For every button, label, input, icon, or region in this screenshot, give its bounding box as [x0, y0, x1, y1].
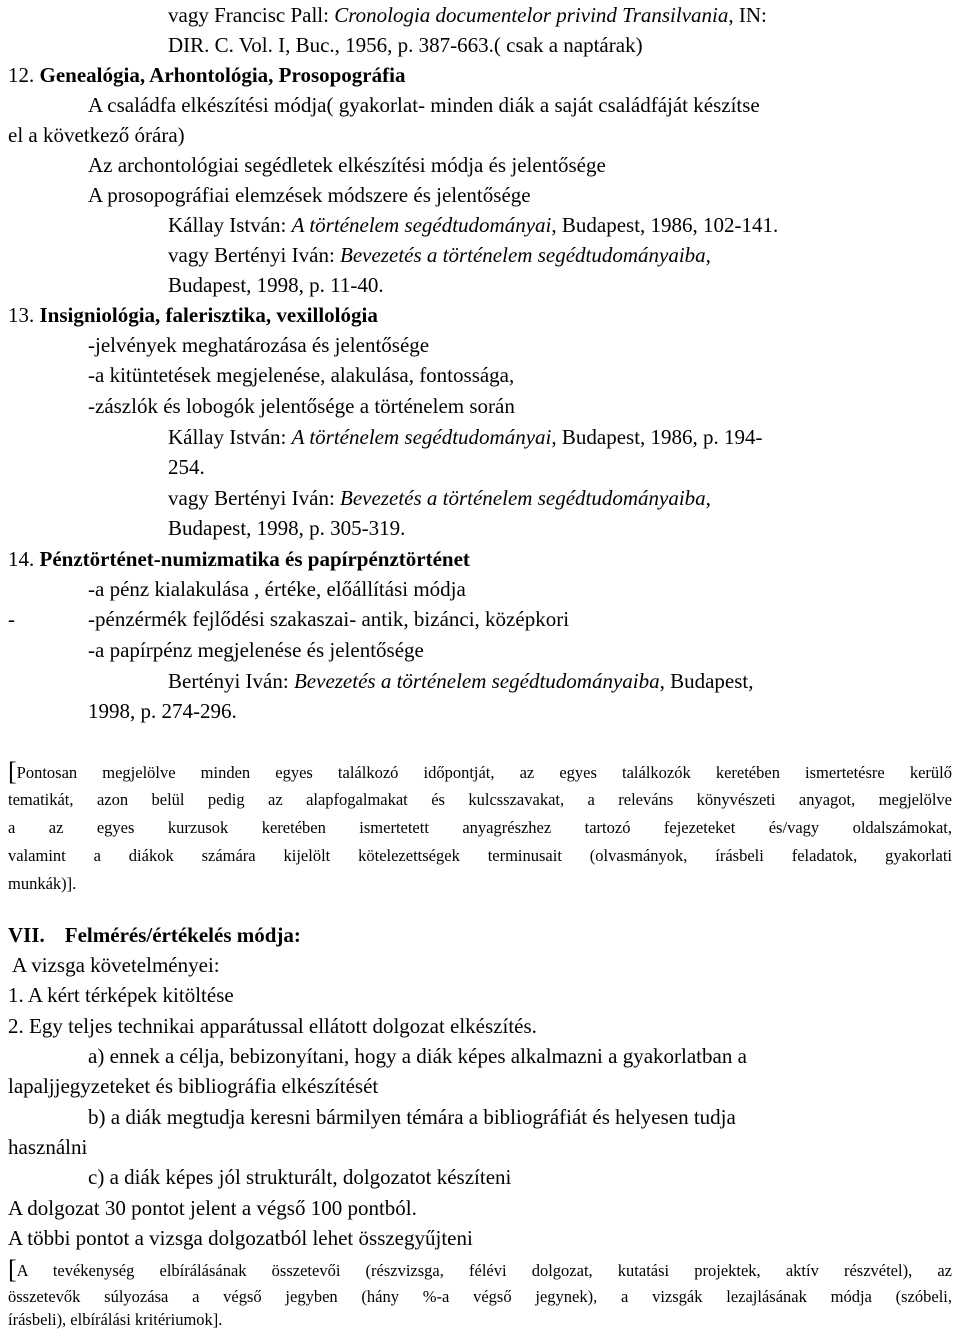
- text-line: A családfa elkészítési módja( gyakorlat- minden diák a saját családfáját készítse: [88, 93, 760, 117]
- note-line: [Pontosan megjelölve minden egyes találkozó időpontját, az egyes találkozók keretében ismertetésre kerülő: [8, 757, 952, 786]
- text-line: a) ennek a célja, bebizonyítani, hogy a diák képes alkalmazni a gyakorlatban a: [88, 1044, 747, 1068]
- reference-line: vagy Francisc Pall: Cronologia documentelor privind Transilvania, IN:: [168, 3, 767, 27]
- text-line: b) a diák megtudja keresni bármilyen témára a bibliográfiát és helyesen tudja: [88, 1105, 736, 1129]
- section-vii-heading: VII. Felmérés/értékelés módja:: [8, 923, 301, 947]
- text-line: lapaljjegyzeteket és bibliográfia elkészítését: [8, 1074, 379, 1098]
- note-line: [A tevékenység elbírálásának összetevői (részvizsga, félévi dolgozat, kutatási projektek, aktív részvétel), az: [8, 1255, 952, 1284]
- note-line: valamint a diákok számára kijelölt kötelezettségek terminusait (olvasmányok, írásbeli feladatok, gyakorlati: [8, 846, 952, 865]
- reference-line: 254.: [168, 455, 205, 479]
- section-14-heading: 14. Pénztörténet-numizmatika és papírpénztörténet: [8, 547, 470, 571]
- reference-line: Kállay István: A történelem segédtudományai, Budapest, 1986, 102-141.: [168, 213, 779, 237]
- text-line: A prosopográfiai elemzések módszere és jelentősége: [88, 183, 531, 207]
- text-line: -a pénz kialakulása , értéke, előállítási módja: [88, 577, 466, 601]
- section-12-heading: 12. Genealógia, Arhontológia, Prosopográfia: [8, 63, 406, 87]
- text-line: -a papírpénz megjelenése és jelentősége: [88, 638, 424, 662]
- note-line: összetevők súlyozása a végső jegyben (hány %-a végső jegynek), a vizsgák lezajlásának módja (szóbeli,: [8, 1287, 952, 1306]
- section-13-heading: 13. Insigniológia, falerisztika, vexillológia: [8, 303, 378, 327]
- text-line: c) a diák képes jól strukturált, dolgozatot készíteni: [88, 1165, 512, 1189]
- note-line: a az egyes kurzusok keretében ismertetett anyagrészhez tartozó fejezeteket és/vagy oldalszámokat,: [8, 818, 952, 837]
- reference-line: Budapest, 1998, p. 11-40.: [168, 273, 384, 297]
- reference-line: Kállay István: A történelem segédtudományai, Budapest, 1986, p. 194-: [168, 425, 763, 449]
- reference-line: vagy Bertényi Iván: Bevezetés a történelem segédtudományaiba,: [168, 243, 711, 267]
- text-line: A többi pontot a vizsga dolgozatból lehet összegyűjteni: [8, 1226, 473, 1250]
- reference-line: vagy Bertényi Iván: Bevezetés a történelem segédtudományaiba,: [168, 486, 711, 510]
- reference-line: Budapest, 1998, p. 305-319.: [168, 516, 406, 540]
- text-line: -zászlók és lobogók jelentősége a történelem során: [88, 394, 515, 418]
- text-line: -jelvények meghatározása és jelentősége: [88, 333, 430, 357]
- text-line: A vizsga követelményei:: [12, 953, 220, 977]
- list-dash: -: [8, 607, 15, 631]
- text-line: -a kitüntetések megjelenése, alakulása, fontossága,: [88, 363, 515, 387]
- text-line: -pénzérmék fejlődési szakaszai- antik, bizánci, középkori: [88, 607, 570, 631]
- text-line: 1. A kért térképek kitöltése: [8, 983, 234, 1007]
- reference-line: 1998, p. 274-296.: [88, 699, 237, 723]
- text-line: el a következő órára): [8, 123, 185, 147]
- text-line: használni: [8, 1135, 88, 1159]
- reference-line: Bertényi Iván: Bevezetés a történelem segédtudományaiba, Budapest,: [168, 669, 754, 693]
- text-line: Az archontológiai segédletek elkészítési módja és jelentősége: [88, 153, 606, 177]
- note-line: írásbeli), elbírálási kritériumok].: [8, 1310, 223, 1329]
- reference-line: DIR. C. Vol. I, Buc., 1956, p. 387-663.( csak a naptárak): [168, 33, 643, 57]
- text-line: A dolgozat 30 pontot jelent a végső 100 pontból.: [8, 1196, 417, 1220]
- note-line: tematikát, azon belül pedig az alapfogalmakat és kulcsszavakat, a releváns könyvészeti anyagot, megjelölve: [8, 790, 952, 809]
- text-line: 2. Egy teljes technikai apparátussal ellátott dolgozat elkészítés.: [8, 1014, 537, 1038]
- note-line: munkák)].: [8, 874, 77, 893]
